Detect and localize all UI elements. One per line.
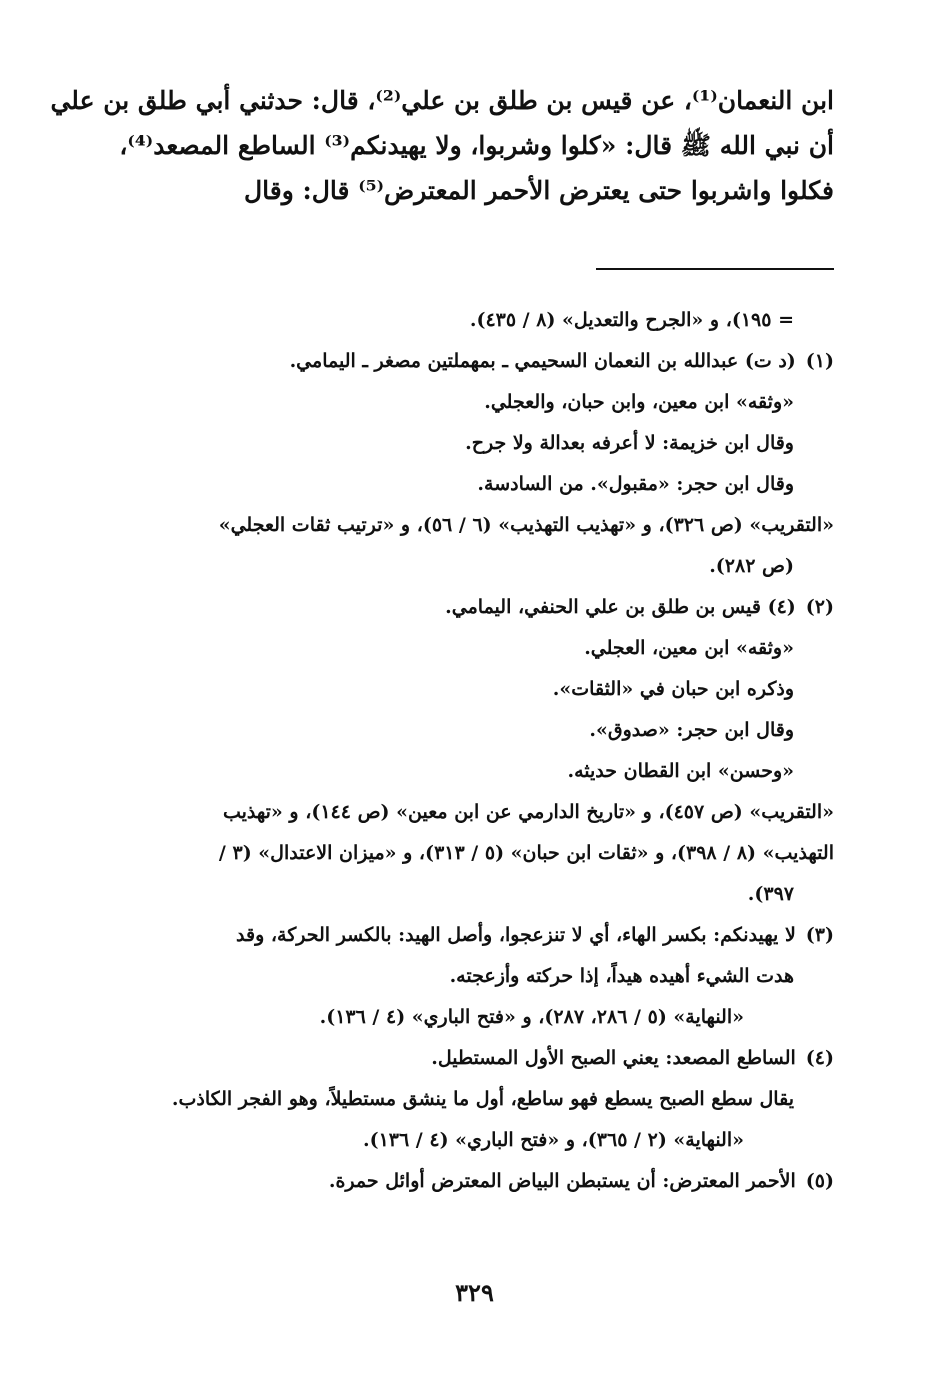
footnote-text: الأحمر المعترض: أن يستبطن البياض المعترض أوائل حمرة. [328,1170,796,1192]
footnote-4 [114,1038,834,1161]
footnotes-block [114,300,834,1202]
footnote-5 [114,1161,834,1202]
page-number: ٣٢٩ [455,1278,494,1307]
footnote-line: وقال ابن حجر: «مقبول». من السادسة. [477,473,794,495]
footnote-line: «النهاية» (٥ / ٢٨٦، ٢٨٧)، و «فتح الباري» (٤ / ١٣٦). [319,1006,744,1028]
footnote-first-line [114,915,834,956]
footnote-number: (٣) [805,924,834,946]
footnote-3 [114,915,834,1038]
footnote-text: (٤) قيس بن طلق بن علي الحنفي، اليمامي. [445,596,796,618]
footnote-continuation: = ١٩٥)، و «الجرح والتعديل» (٨ / ٤٣٥). [469,309,794,331]
footnote-first-line [114,1161,834,1202]
footnote-line: «وحسن» ابن القطان حديثه. [567,760,794,782]
footnote-line: التهذيب» (٨ / ٣٩٨)، و «ثقات ابن حبان» (٥ / ٣١٣)، و «ميزان الاعتدال» (٣ / [218,842,834,864]
footnote-line: «التقريب» (ص ٣٢٦)، و «تهذيب التهذيب» (٦ / ٥٦)، و «ترتيب ثقات العجلي» [218,514,834,536]
footnote-2 [114,587,834,915]
footnote-line: وذكره ابن حبان في «الثقات». [552,678,794,700]
footnote-line: «وثقه» ابن معين، العجلي. [584,637,794,659]
footnote-number: (١) [805,350,834,372]
footnote-line: «وثقه» ابن معين، وابن حبان، والعجلي. [484,391,794,413]
main-text-line: ابن النعمان⁽¹⁾، عن قيس بن طلق بن علي⁽²⁾، قال: حدثني أبي طلق بن علي [50,86,834,115]
footnote-line: وقال ابن حجر: «صدوق». [589,719,794,741]
footnote-line: «التقريب» (ص ٤٥٧)، و «تاريخ الدارمي عن ابن معين» (ص ١٤٤)، و «تهذيب [222,801,834,823]
footnote-line: ٣٩٧). [747,883,794,905]
footnote-text: لا يهيدنكم: بكسر الهاء، أي لا تنزعجوا، وأصل الهيد: بالكسر الحركة، وقد [236,924,796,946]
footnote-line: وقال ابن خزيمة: لا أعرفه بعدالة ولا جرح. [465,432,794,454]
main-text-line: أن نبي الله ﷺ قال: «كلوا وشربوا، ولا يهيدنكم⁽³⁾ الساطع المصعد⁽⁴⁾، [119,131,834,160]
footnote-number: (٤) [805,1047,834,1069]
footnote-text: الساطع المصعد: يعني الصبح الأول المستطيل. [431,1047,796,1069]
footnote-first-line [114,341,834,382]
main-text-line: فكلوا واشربوا حتى يعترض الأحمر المعترض⁽⁵⁾ قال: وقال [244,176,834,205]
footnote-separator [596,268,834,270]
footnote-line: «النهاية» (٢ / ٣٦٥)، و «فتح الباري» (٤ / ١٣٦). [362,1129,744,1151]
footnote-text: (د ت) عبدالله بن النعمان السحيمي ـ بمهملتين مصغر ـ اليمامي. [289,350,796,372]
footnote-first-line [114,1038,834,1079]
footnote-number: (٢) [805,596,834,618]
main-text-block [50,78,834,213]
footnote-number: (٥) [805,1170,834,1192]
footnote-1 [114,341,834,587]
footnote-line: هدت الشيء أهيده هيداً، إذا حركته وأزعجته. [449,965,794,987]
footnote-line: يقال سطع الصبح يسطع فهو ساطع، أول ما ينشق مستطيلاً، وهو الفجر الكاذب. [171,1088,794,1110]
footnote-line: (ص ٢٨٢). [709,555,794,577]
footnote-first-line [114,587,834,628]
